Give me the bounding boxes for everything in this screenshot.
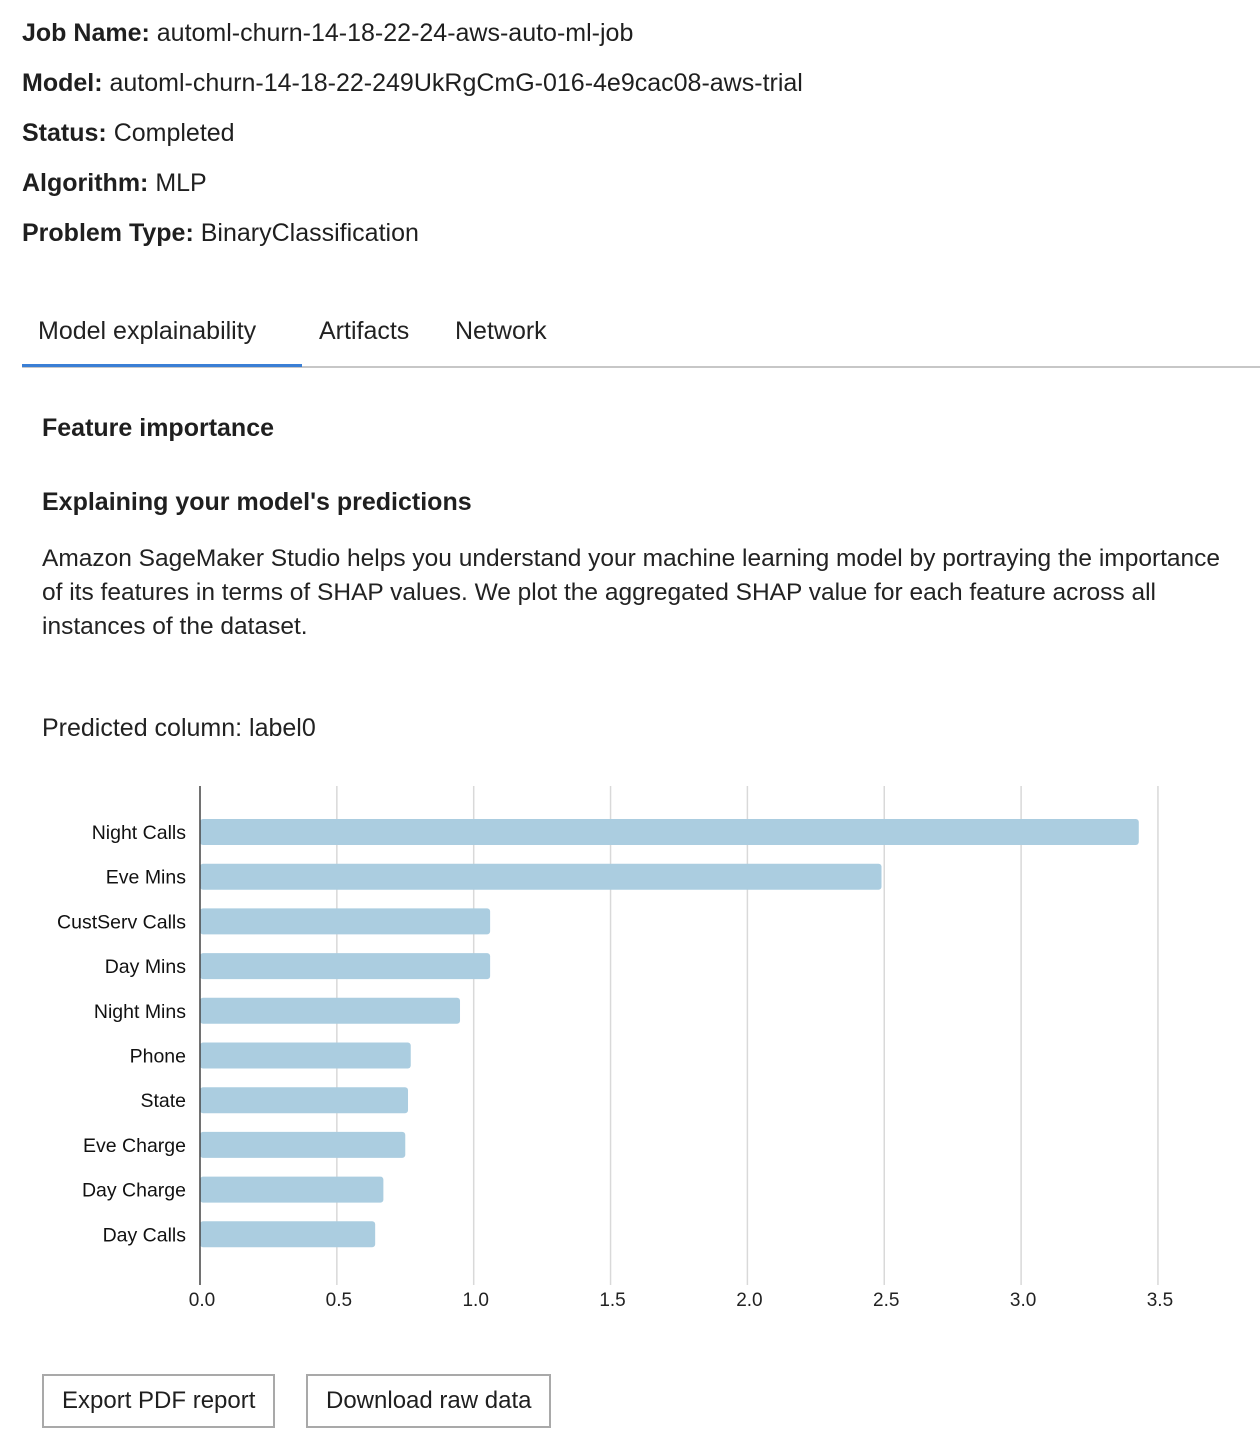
tab-network-label: Network [455, 317, 547, 345]
category-label: Day Calls [102, 1224, 186, 1247]
tab-network[interactable] [439, 300, 563, 366]
category-label: Day Mins [104, 956, 186, 979]
problem-type-row [22, 212, 803, 262]
job-name-value: automl-churn-14-18-22-24-aws-auto-ml-job [156, 19, 634, 47]
job-details [22, 12, 803, 262]
tab-model-explainability-label: Model explainability [38, 317, 257, 345]
bar [200, 1177, 383, 1203]
explain-description: Amazon SageMaker Studio helps you understand your machine learning model by portraying the importance of its features in terms of SHAP values. We plot the aggregated SHAP value for each feature across all instances of the dataset. [42, 545, 1221, 640]
category-label: Day Charge [81, 1179, 186, 1202]
tab-artifacts[interactable] [303, 300, 425, 366]
x-tick-label: 2.0 [736, 1290, 763, 1311]
explain-title: Explaining your model's predictions [42, 488, 472, 516]
category-label: Eve Mins [105, 866, 186, 889]
job-name-row [22, 12, 803, 62]
x-tick-label: 3.5 [1146, 1290, 1174, 1311]
category-label: Eve Charge [83, 1134, 186, 1157]
predicted-column-label: Predicted column: label0 [42, 714, 316, 742]
category-label: State [140, 1090, 186, 1113]
x-tick-label: 2.5 [873, 1290, 900, 1311]
export-pdf-button[interactable]: Export PDF report [42, 1374, 275, 1428]
status-key: Status: [22, 119, 107, 147]
bar [200, 998, 460, 1024]
model-value: automl-churn-14-18-22-249UkRgCmG-016-4e9cac08-aws-trial [109, 69, 803, 97]
category-label: Phone [129, 1045, 186, 1068]
download-raw-data-button[interactable]: Download raw data [306, 1374, 551, 1428]
tab-artifacts-label: Artifacts [319, 317, 410, 345]
tab-model-explainability[interactable] [22, 300, 302, 367]
bar [200, 1043, 411, 1069]
x-tick-label: 1.5 [599, 1290, 626, 1311]
x-tick-label: 0.0 [188, 1290, 216, 1311]
bar [200, 908, 490, 934]
algorithm-row [22, 162, 803, 212]
x-tick-label: 3.0 [1009, 1290, 1037, 1311]
algorithm-value: MLP [155, 169, 207, 197]
x-tick-label: 0.5 [325, 1290, 353, 1311]
problem-type-value: BinaryClassification [200, 219, 419, 247]
x-tick-label: 1.0 [462, 1290, 489, 1311]
status-value: Completed [113, 119, 235, 147]
feature-importance-title: Feature importance [42, 414, 275, 442]
model-key: Model: [22, 69, 103, 97]
feature-importance-chart [0, 770, 1260, 1330]
category-label: Night Mins [93, 1000, 186, 1023]
bar [200, 1221, 375, 1247]
status-row [22, 112, 803, 162]
bar [200, 819, 1139, 845]
bar [200, 1132, 405, 1158]
category-label: CustServ Calls [57, 911, 186, 934]
bar [200, 864, 882, 890]
bar [200, 953, 490, 979]
algorithm-key: Algorithm: [22, 169, 149, 197]
bar [200, 1087, 408, 1113]
problem-type-key: Problem Type: [22, 219, 194, 247]
model-row [22, 62, 803, 112]
category-label: Night Calls [91, 822, 186, 844]
job-name-key: Job Name: [22, 19, 150, 47]
tab-bar [22, 300, 1260, 368]
